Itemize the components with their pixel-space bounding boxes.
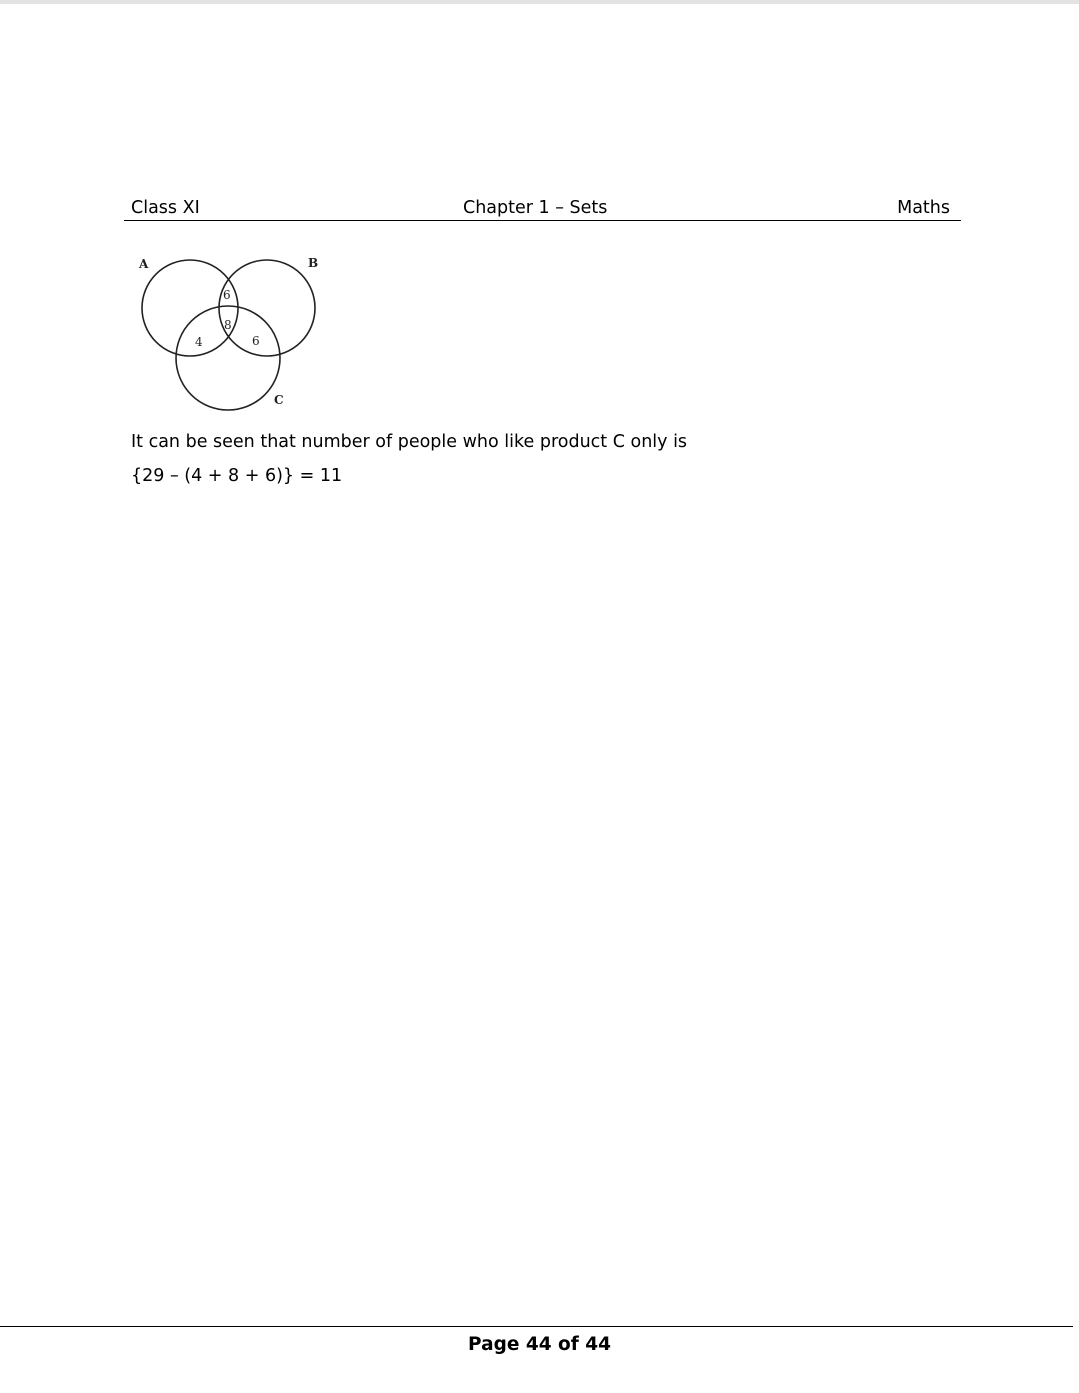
- venn-circle-b: [219, 260, 315, 356]
- footer-divider: [0, 1326, 1073, 1327]
- venn-region-a-c: 4: [195, 335, 203, 349]
- answer-text-line-1: It can be seen that number of people who like product C only is: [131, 432, 688, 452]
- answer-text-line-2: {29 – (4 + 8 + 6)} = 11: [131, 466, 343, 486]
- header-class: Class XI: [131, 198, 200, 218]
- top-border-strip: [0, 0, 1079, 4]
- venn-label-c: C: [274, 393, 284, 407]
- venn-circle-a: [142, 260, 238, 356]
- header-subject: Maths: [897, 198, 950, 218]
- venn-diagram: [128, 248, 328, 416]
- page-header: [124, 196, 961, 221]
- venn-region-a-b: 6: [223, 288, 231, 302]
- venn-region-a-b-c: 8: [224, 318, 232, 332]
- header-chapter: Chapter 1 – Sets: [463, 198, 608, 218]
- venn-label-b: B: [308, 256, 319, 270]
- venn-region-b-c: 6: [252, 334, 260, 348]
- page-number: Page 44 of 44: [468, 1334, 611, 1355]
- venn-label-a: A: [139, 257, 149, 271]
